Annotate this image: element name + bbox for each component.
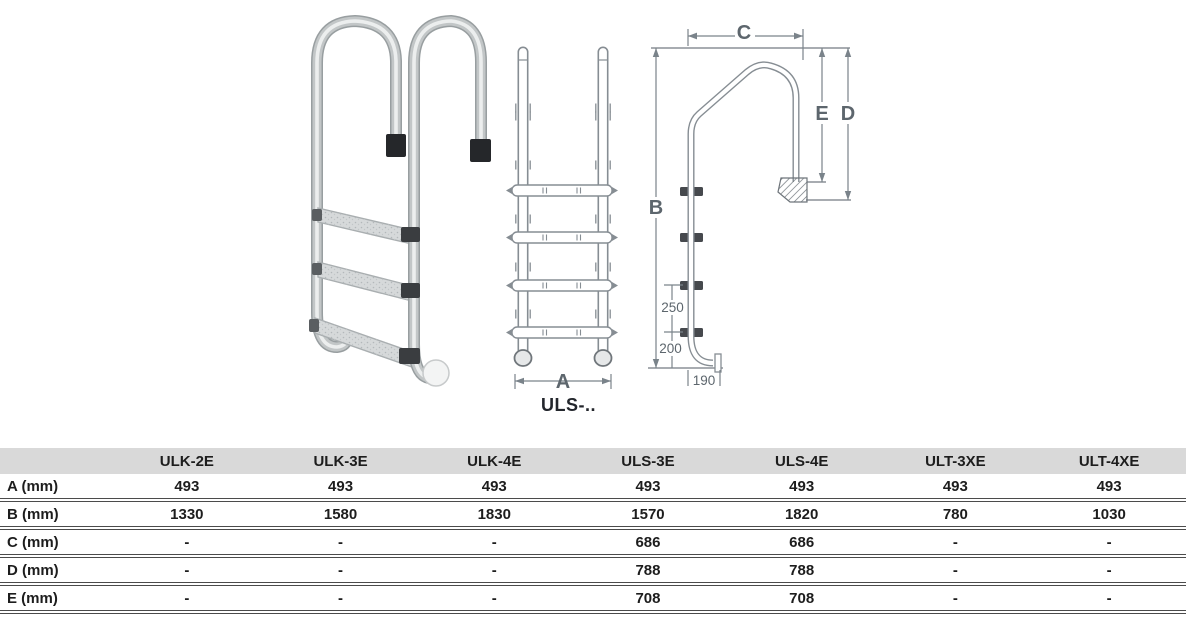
table-cell: - [264, 528, 418, 556]
table-cell: 493 [1032, 474, 1186, 500]
table-cell: - [879, 556, 1033, 584]
dim-a-label: A [555, 371, 571, 393]
table-cell: - [879, 584, 1033, 612]
table-row [0, 584, 1186, 612]
table-cell: - [417, 584, 571, 612]
row-label: C (mm) [0, 528, 110, 556]
table-cell: 780 [879, 500, 1033, 528]
dim-200-label: 200 [659, 341, 682, 356]
column-header: ULT-4XE [1032, 448, 1186, 474]
column-header: ULS-4E [725, 448, 879, 474]
ladder-photo-figure [288, 6, 500, 403]
dimension-labels [645, 22, 859, 388]
dim-e-label: E [815, 103, 829, 125]
dim-b-label: B [648, 197, 664, 219]
row-label: E (mm) [0, 584, 110, 612]
table-cell: 686 [571, 528, 725, 556]
table-cell: - [1032, 556, 1186, 584]
table-cell: - [110, 584, 264, 612]
table-row [0, 474, 1186, 500]
table-cell: 1330 [110, 500, 264, 528]
table-cell: 1830 [417, 500, 571, 528]
table-cell: 1030 [1032, 500, 1186, 528]
dim-250-label: 250 [661, 300, 684, 315]
table-cell: 1820 [725, 500, 879, 528]
table-row [0, 528, 1186, 556]
table-cell: 708 [571, 584, 725, 612]
table-cell: - [417, 528, 571, 556]
table-cell: 788 [725, 556, 879, 584]
row-label: D (mm) [0, 556, 110, 584]
dim-d-label: D [840, 103, 856, 125]
table-cell: - [417, 556, 571, 584]
column-header: ULS-3E [571, 448, 725, 474]
model-series-label: ULS-.. [541, 395, 596, 415]
table-cell: 493 [879, 474, 1033, 500]
table-cell: 493 [725, 474, 879, 500]
rail-feet [515, 350, 612, 366]
dim-190-label: 190 [692, 373, 716, 388]
table-cell: 788 [571, 556, 725, 584]
left-handrail-tube [317, 21, 396, 347]
spec-table-container [0, 448, 1186, 614]
right-handrail-tube [414, 21, 481, 378]
deck-anchor [778, 178, 807, 202]
table-cell: 493 [417, 474, 571, 500]
column-header: ULT-3XE [879, 448, 1033, 474]
header-corner-cell [0, 448, 110, 474]
table-row [0, 500, 1186, 528]
table-cell: 686 [725, 528, 879, 556]
table-cell: - [879, 528, 1033, 556]
dimension-a [515, 371, 611, 393]
white-end-cap [423, 360, 449, 386]
side-view-figure [643, 6, 883, 401]
wall-foot-flange [715, 354, 721, 372]
table-cell: - [1032, 584, 1186, 612]
dim-c-label: C [736, 22, 752, 44]
spec-table [0, 448, 1186, 614]
table-cell: 493 [110, 474, 264, 500]
table-cell: 1580 [264, 500, 418, 528]
reference-lines [648, 48, 851, 368]
front-rails [518, 52, 608, 351]
table-cell: - [110, 556, 264, 584]
column-header: ULK-4E [417, 448, 571, 474]
side-handrail-tube [691, 65, 796, 363]
table-header-row [0, 448, 1186, 474]
table-cell: - [1032, 528, 1186, 556]
table-cell: 493 [571, 474, 725, 500]
table-cell: 1570 [571, 500, 725, 528]
side-view-drawing [643, 6, 883, 396]
table-cell: - [110, 528, 264, 556]
row-label: B (mm) [0, 500, 110, 528]
front-view-figure [498, 33, 643, 403]
front-view-drawing [498, 33, 643, 398]
row-label: A (mm) [0, 474, 110, 500]
column-header: ULK-3E [264, 448, 418, 474]
ladder-photo [288, 6, 500, 398]
column-header: ULK-2E [110, 448, 264, 474]
table-cell: - [264, 556, 418, 584]
table-cell: 493 [264, 474, 418, 500]
table-cell: 708 [725, 584, 879, 612]
table-row [0, 556, 1186, 584]
table-cell: - [264, 584, 418, 612]
